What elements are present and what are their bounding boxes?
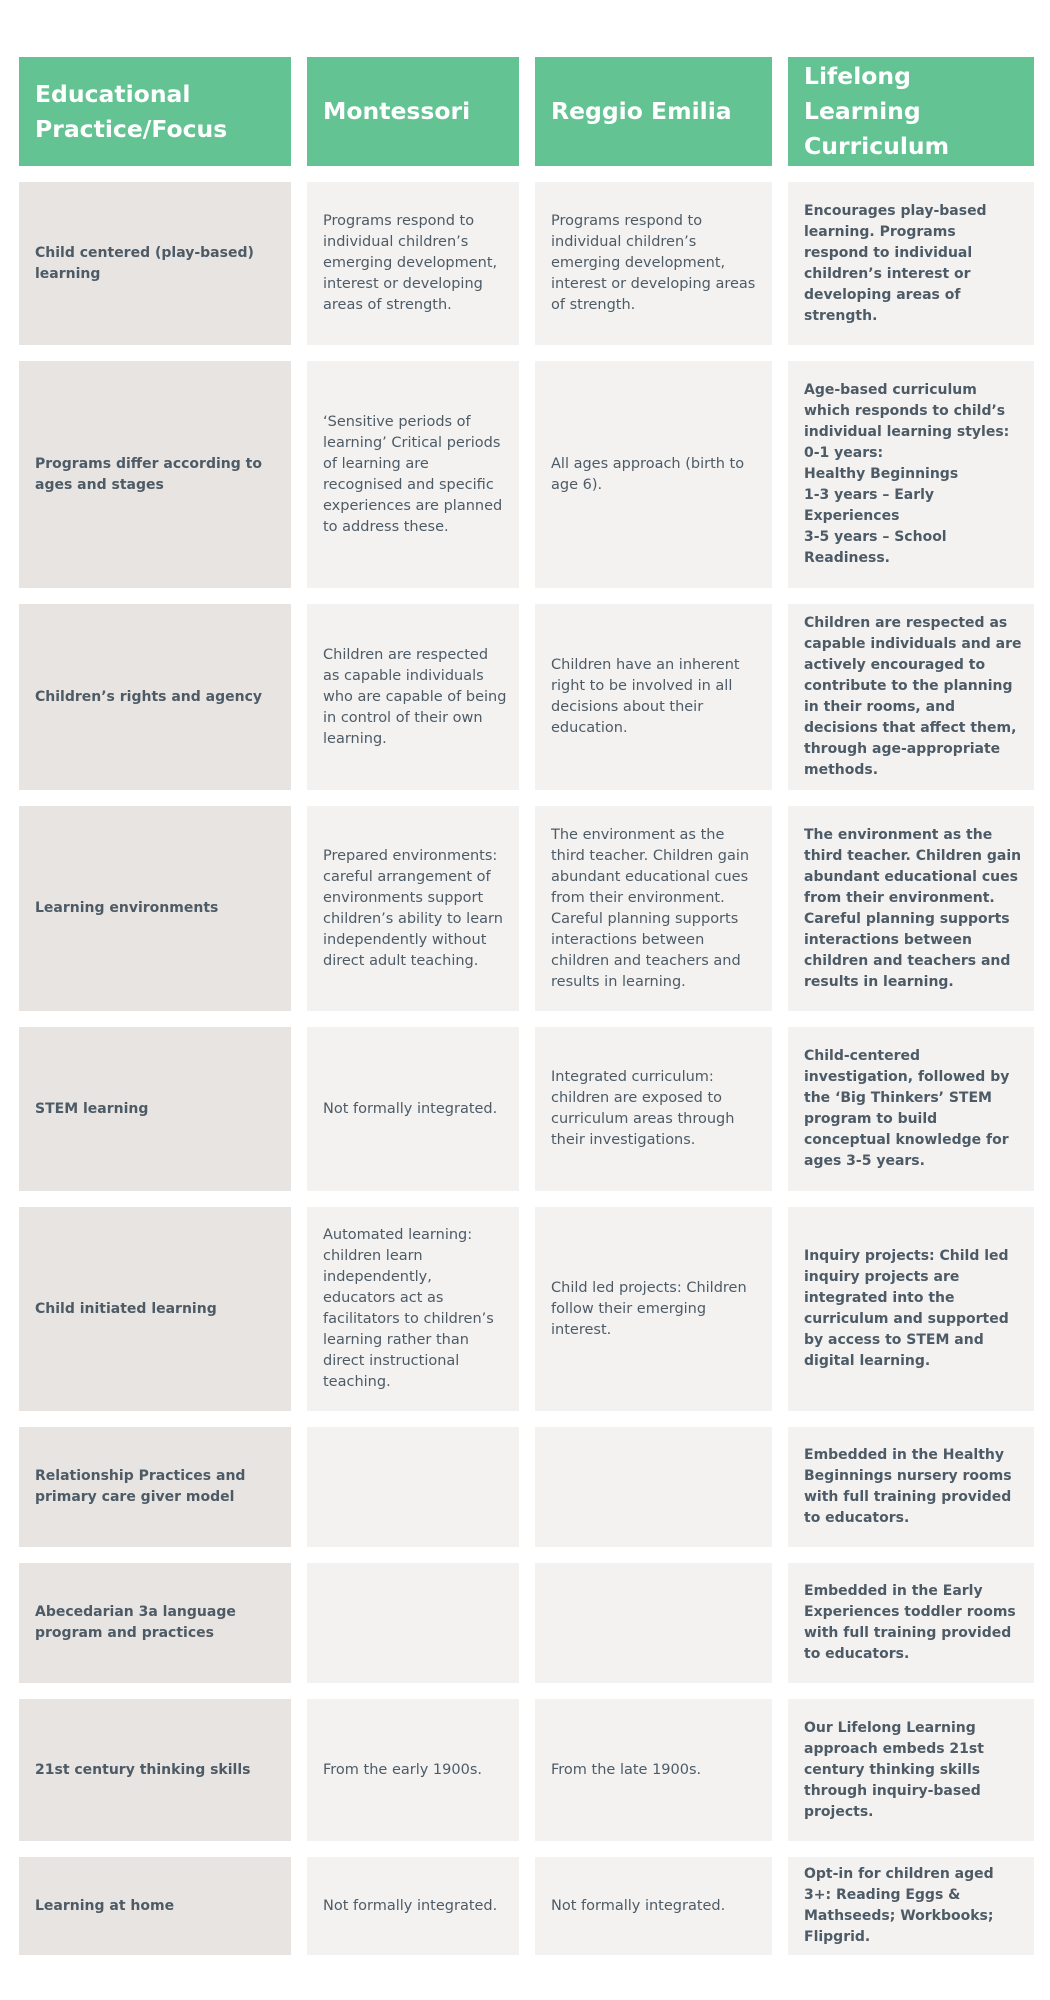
reggio-emilia-cell — [535, 1857, 772, 1955]
header-reggio-emilia — [535, 57, 772, 166]
cell-text: Automated learning: children learn independently, educators act as facilitators to children’s learning rather than direct instructional teaching. — [323, 1227, 494, 1390]
reggio-emilia-cell — [535, 1027, 772, 1191]
montessori-cell — [307, 1207, 519, 1411]
montessori-cell — [307, 1857, 519, 1955]
header-label: Montessori — [323, 97, 471, 125]
montessori-cell — [307, 361, 519, 588]
cell-text: Opt-in for children aged 3+: Reading Eggs & Mathseeds; Workbooks; Flipgrid. — [804, 1866, 994, 1945]
header-lifelong-learning — [788, 57, 1034, 166]
practice-cell — [19, 1027, 291, 1191]
practice-cell — [19, 1563, 291, 1683]
lifelong-learning-cell — [788, 604, 1034, 790]
header-montessori — [307, 57, 519, 166]
cell-text: The environment as the third teacher. Children gain abundant educational cues from their environment. Careful planning supports interactions between children and teachers and results in learning. — [551, 826, 750, 990]
practice-cell — [19, 1427, 291, 1547]
practice-cell — [19, 361, 291, 588]
cell-text: Children’s rights and agency — [35, 688, 263, 705]
cell-text: All ages approach (birth to age 6). — [551, 455, 745, 493]
cell-text: Encourages play-based learning. Programs respond to individual children’s interest or developing areas of strength. — [804, 202, 987, 324]
lifelong-learning-cell — [788, 361, 1034, 588]
cell-text: STEM learning — [35, 1100, 149, 1117]
reggio-emilia-cell — [535, 1699, 772, 1841]
lifelong-learning-cell — [788, 1207, 1034, 1411]
practice-cell — [19, 806, 291, 1011]
cell-text: Learning at home — [35, 1897, 175, 1914]
cell-text: Age-based curriculum which responds to child’s individual learning styles: 0-1 years: Healthy Beginnings 1-3 years – Early Experiences 3-5 years – School Readiness. — [804, 382, 1010, 566]
reggio-emilia-cell — [535, 1207, 772, 1411]
lifelong-learning-cell — [788, 1427, 1034, 1547]
cell-text: Child led projects: Children follow their emerging interest. — [551, 1279, 747, 1338]
reggio-emilia-cell — [535, 806, 772, 1011]
reggio-emilia-cell — [535, 1563, 772, 1683]
cell-text: Integrated curriculum: children are exposed to curriculum areas through their investigations. — [551, 1069, 735, 1148]
lifelong-learning-cell — [788, 1027, 1034, 1191]
cell-text: Our Lifelong Learning approach embeds 21st century thinking skills through inquiry-based projects. — [804, 1719, 984, 1820]
cell-text: Children have an inherent right to be involved in all decisions about their education. — [551, 657, 740, 736]
practice-cell — [19, 1207, 291, 1411]
cell-text: Children are respected as capable individuals and are actively encouraged to contribute to the planning in their rooms, and decisions that affect them, through age-appropriate methods. — [804, 615, 1022, 778]
practice-cell — [19, 182, 291, 345]
comparison-table — [19, 57, 1034, 1955]
header-label: Reggio Emilia — [551, 97, 732, 125]
cell-text: Not formally integrated. — [323, 1897, 498, 1914]
lifelong-learning-cell — [788, 1563, 1034, 1683]
cell-text: Learning environments — [35, 900, 219, 916]
cell-text: From the late 1900s. — [551, 1761, 702, 1778]
header-label: Lifelong Learning Curriculum — [804, 62, 950, 160]
cell-text: ‘Sensitive periods of learning’ Critical periods of learning are recognised and specific experiences are planned to address these. — [323, 413, 503, 535]
reggio-emilia-cell — [535, 361, 772, 588]
cell-text: Prepared environments: careful arrangement of environments support children’s ability to learn independently without direct adult teaching. — [323, 847, 503, 969]
cell-text: Child-centered investigation, followed by the ‘Big Thinkers’ STEM program to build conceptual knowledge for ages 3-5 years. — [804, 1048, 1010, 1169]
montessori-cell — [307, 182, 519, 345]
cell-text: Child centered (play-based) learning — [35, 244, 254, 282]
header-practice — [19, 57, 291, 166]
cell-text: 21st century thinking skills — [35, 1761, 251, 1778]
reggio-emilia-cell — [535, 1427, 772, 1547]
practice-cell — [19, 1857, 291, 1955]
cell-text: Children are respected as capable individuals who are capable of being in control of their own learning. — [323, 646, 507, 747]
montessori-cell — [307, 1699, 519, 1841]
montessori-cell — [307, 1427, 519, 1547]
cell-text: Programs respond to individual children’s emerging development, interest or developing areas of strength. — [323, 213, 498, 313]
cell-text: Embedded in the Early Experiences toddler rooms with full training provided to educators. — [804, 1583, 1016, 1662]
cell-text: Abecedarian 3a language program and practices — [35, 1604, 236, 1641]
montessori-cell — [307, 1563, 519, 1683]
header-label: Educational Practice/Focus — [35, 79, 228, 143]
lifelong-learning-cell — [788, 182, 1034, 345]
cell-text: Relationship Practices and primary care giver model — [35, 1468, 246, 1505]
practice-cell — [19, 1699, 291, 1841]
cell-text: Programs differ according to ages and stages — [35, 455, 262, 493]
lifelong-learning-cell — [788, 806, 1034, 1011]
cell-text: Not formally integrated. — [323, 1100, 498, 1117]
montessori-cell — [307, 806, 519, 1011]
lifelong-learning-cell — [788, 1857, 1034, 1955]
reggio-emilia-cell — [535, 182, 772, 345]
cell-text: Embedded in the Healthy Beginnings nursery rooms with full training provided to educators. — [804, 1447, 1012, 1526]
cell-text: Inquiry projects: Child led inquiry projects are integrated into the curriculum and supported by access to STEM and digital learning. — [804, 1248, 1009, 1369]
cell-text: Programs respond to individual children’s emerging development, interest or developing areas of strength. — [551, 213, 756, 313]
cell-text: The environment as the third teacher. Children gain abundant educational cues from their environment. Careful planning supports interactions between children and teachers and results in learning. — [804, 826, 1022, 990]
cell-text: Not formally integrated. — [551, 1897, 726, 1914]
montessori-cell — [307, 1027, 519, 1191]
cell-text: Child initiated learning — [35, 1300, 217, 1317]
lifelong-learning-cell — [788, 1699, 1034, 1841]
reggio-emilia-cell — [535, 604, 772, 790]
montessori-cell — [307, 604, 519, 790]
practice-cell — [19, 604, 291, 790]
cell-text: From the early 1900s. — [323, 1761, 482, 1778]
